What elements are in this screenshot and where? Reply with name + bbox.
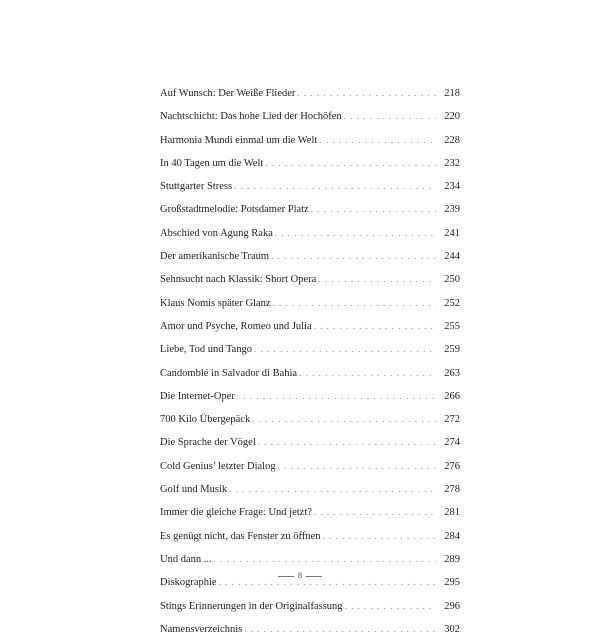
toc-entry bbox=[160, 245, 460, 268]
toc-dot-leader bbox=[229, 478, 436, 501]
toc-entry-title: Klaus Nomis später Glanz bbox=[160, 297, 271, 309]
toc-entry-title: 700 Kilo Übergepäck bbox=[160, 414, 251, 426]
toc-dot-leader bbox=[254, 338, 436, 361]
toc-entry bbox=[160, 175, 460, 198]
toc-dot-leader bbox=[275, 222, 436, 245]
toc-entry-page: 284 bbox=[444, 530, 460, 542]
toc-entry-title: Sehnsucht nach Klassik: Short Opera bbox=[160, 274, 317, 286]
toc-dot-leader bbox=[319, 129, 436, 152]
toc-entry-title: Großstadtmelodie: Potsdamer Platz bbox=[160, 204, 309, 216]
toc-entry-title: Namensverzeichnis bbox=[160, 623, 243, 635]
toc-entry bbox=[160, 129, 460, 152]
toc-entry bbox=[160, 338, 460, 361]
toc-entry-title: Es genügt nicht, das Fenster zu öffnen bbox=[160, 530, 321, 542]
toc-dot-leader bbox=[278, 455, 436, 478]
toc-dot-leader bbox=[314, 315, 436, 338]
toc-dot-leader bbox=[345, 595, 436, 618]
toc-dot-leader bbox=[258, 431, 436, 454]
toc-entry-title: Golf und Musik bbox=[160, 484, 228, 496]
toc-entry bbox=[160, 525, 460, 548]
toc-entry bbox=[160, 478, 460, 501]
toc-entry-title: Die Sprache der Vögel bbox=[160, 437, 256, 449]
toc-entry-page: 274 bbox=[444, 437, 460, 449]
toc-entry bbox=[160, 362, 460, 385]
toc-entry-title: Auf Wunsch: Der Weiße Flieder bbox=[160, 88, 296, 99]
toc-entry bbox=[160, 408, 460, 431]
toc-entry-title: Amor und Psyche, Romeo und Julia bbox=[160, 320, 312, 332]
toc-entry-title: Immer die gleiche Frage: Und jetzt? bbox=[160, 507, 312, 519]
toc-entry bbox=[160, 222, 460, 245]
toc-entry-title: In 40 Tagen um die Welt bbox=[160, 157, 264, 169]
toc-entry bbox=[160, 595, 460, 618]
toc-dot-leader bbox=[252, 408, 436, 431]
footer-page-number: 8 bbox=[298, 571, 302, 580]
toc-entry-page: 272 bbox=[444, 414, 460, 426]
toc-entry bbox=[160, 431, 460, 454]
toc-entry-title: Candomblé in Salvador di Bahia bbox=[160, 367, 298, 379]
toc-dot-leader bbox=[271, 245, 436, 268]
toc-entry bbox=[160, 315, 460, 338]
toc-dot-leader bbox=[318, 268, 436, 291]
toc-entry-title: Abschied von Agung Raka bbox=[160, 227, 273, 239]
toc-entry bbox=[160, 268, 460, 291]
toc-dot-leader bbox=[265, 152, 436, 175]
toc-entry-page: 232 bbox=[444, 157, 460, 169]
toc-entry-page: 302 bbox=[444, 623, 460, 635]
toc-entry-title: Die Internet-Oper bbox=[160, 390, 235, 402]
toc-dot-leader bbox=[344, 105, 436, 128]
toc-entry bbox=[160, 548, 460, 571]
toc-dot-leader bbox=[322, 525, 436, 548]
toc-dot-leader bbox=[299, 362, 436, 385]
footer-rule-right bbox=[306, 576, 322, 577]
toc-entry-title: Liebe, Tod und Tango bbox=[160, 344, 253, 356]
toc-entry-page: 276 bbox=[444, 460, 460, 472]
toc-entry-page: 263 bbox=[444, 367, 460, 379]
toc-entry bbox=[160, 501, 460, 524]
toc-entry-page: 244 bbox=[444, 251, 460, 263]
toc-entry-page: 228 bbox=[444, 134, 460, 146]
toc-entry-page: 218 bbox=[444, 88, 460, 99]
toc-entry-page: 250 bbox=[444, 274, 460, 286]
toc-entry bbox=[160, 455, 460, 478]
toc-entry-page: 239 bbox=[444, 204, 460, 216]
toc-entry-title: Cold Genius’ letzter Dialog bbox=[160, 460, 276, 472]
toc-entry-page: 259 bbox=[444, 344, 460, 356]
toc-entry-page: 289 bbox=[444, 553, 460, 565]
footer-rule-left bbox=[278, 576, 294, 577]
toc-entry-title: Stings Erinnerungen in der Originalfassung bbox=[160, 600, 343, 612]
toc-entry-page: 281 bbox=[444, 507, 460, 519]
toc-entry-page: 295 bbox=[444, 577, 460, 589]
toc-dot-leader bbox=[244, 618, 436, 641]
toc-dot-leader bbox=[297, 82, 436, 105]
toc-entry bbox=[160, 385, 460, 408]
toc-entry-page: 252 bbox=[444, 297, 460, 309]
toc-dot-leader bbox=[234, 175, 436, 198]
toc-entry-title: Harmonia Mundi einmal um die Welt bbox=[160, 134, 318, 146]
toc-entry bbox=[160, 152, 460, 175]
page-footer bbox=[0, 571, 600, 580]
table-of-contents bbox=[160, 82, 460, 641]
toc-entry-page: 241 bbox=[444, 227, 460, 239]
toc-entry-page: 296 bbox=[444, 600, 460, 612]
toc-entry-title: Nachtschicht: Das hohe Lied der Hochöfen bbox=[160, 111, 342, 123]
toc-entry-page: 266 bbox=[444, 390, 460, 402]
toc-entry-title: Diskographie bbox=[160, 577, 217, 589]
toc-dot-leader bbox=[237, 385, 436, 408]
toc-entry bbox=[160, 82, 460, 105]
toc-dot-leader bbox=[311, 198, 436, 221]
toc-dot-leader bbox=[273, 292, 436, 315]
toc-entry bbox=[160, 105, 460, 128]
toc-entry-page: 220 bbox=[444, 111, 460, 123]
toc-entry-page: 278 bbox=[444, 484, 460, 496]
toc-entry-title: Und dann ... bbox=[160, 553, 212, 565]
toc-entry-page: 255 bbox=[444, 320, 460, 332]
toc-entry-page: 234 bbox=[444, 181, 460, 193]
toc-entry bbox=[160, 618, 460, 641]
toc-entry bbox=[160, 292, 460, 315]
toc-dot-leader bbox=[214, 548, 436, 571]
toc-entry-title: Stuttgarter Stress bbox=[160, 181, 233, 193]
toc-entry-title: Der amerikanische Traum bbox=[160, 251, 270, 263]
toc-dot-leader bbox=[314, 501, 436, 524]
toc-entry bbox=[160, 198, 460, 221]
